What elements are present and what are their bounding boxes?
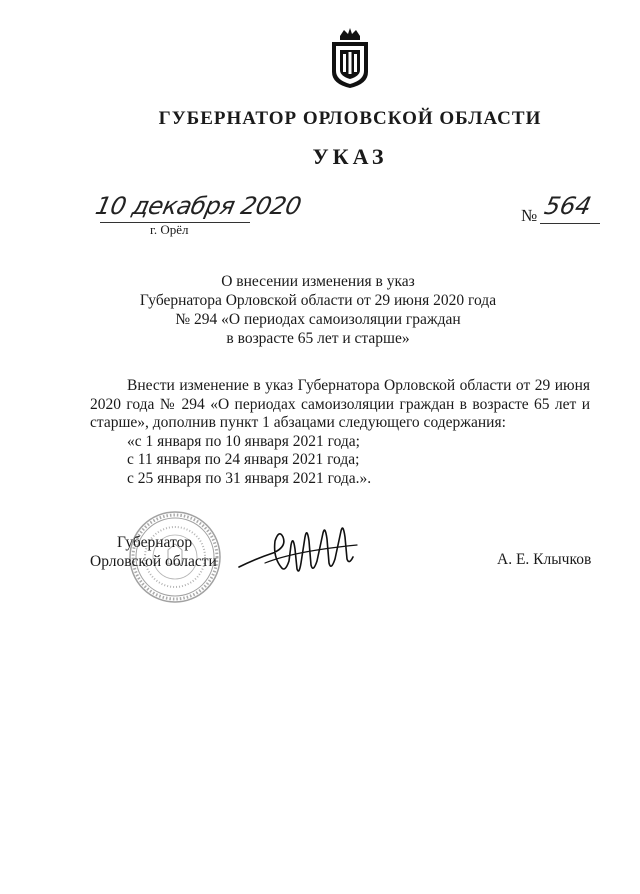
list-item: с 25 января по 31 января 2021 года.». (127, 469, 372, 487)
handwritten-signature (235, 515, 365, 585)
coat-of-arms-icon (326, 26, 374, 90)
document-subject (96, 272, 540, 348)
city-label: г. Орёл (150, 222, 189, 237)
handwritten-date: 10 декабря 2020 (93, 192, 304, 220)
position-line: Губернатор (117, 534, 193, 551)
handwritten-number: 564 (542, 192, 594, 220)
list-item: с 11 января по 24 января 2021 года; (127, 451, 360, 468)
document-body (90, 377, 590, 488)
list-item: «с 1 января по 10 января 2021 года; (127, 432, 360, 450)
signatory-name: А. Е. Клычков (497, 551, 592, 568)
subject-line: № 294 «О периодах самоизоляции граждан (175, 311, 461, 328)
subject-line: О внесении изменения в указ (221, 273, 415, 290)
doc-type-title: УКАЗ (312, 144, 388, 169)
subject-line: в возрасте 65 лет и старше» (226, 330, 410, 347)
position-line: Орловской области (90, 553, 217, 570)
signatory-position (90, 533, 217, 571)
number-sign: № (521, 206, 538, 225)
org-title: ГУБЕРНАТОР ОРЛОВСКОЙ ОБЛАСТИ (158, 108, 542, 129)
subject-line: Губернатора Орловской области от 29 июня 2020 года (139, 292, 497, 309)
number-underline (540, 223, 600, 224)
body-paragraph: Внести изменение в указ Губернатора Орловской области от 29 июня 2020 года № 294 «О периодах самоизоляции граждан в возрасте 65 лет и старше», дополнив пункт 1 абзацами следующего содержания: (90, 377, 590, 431)
